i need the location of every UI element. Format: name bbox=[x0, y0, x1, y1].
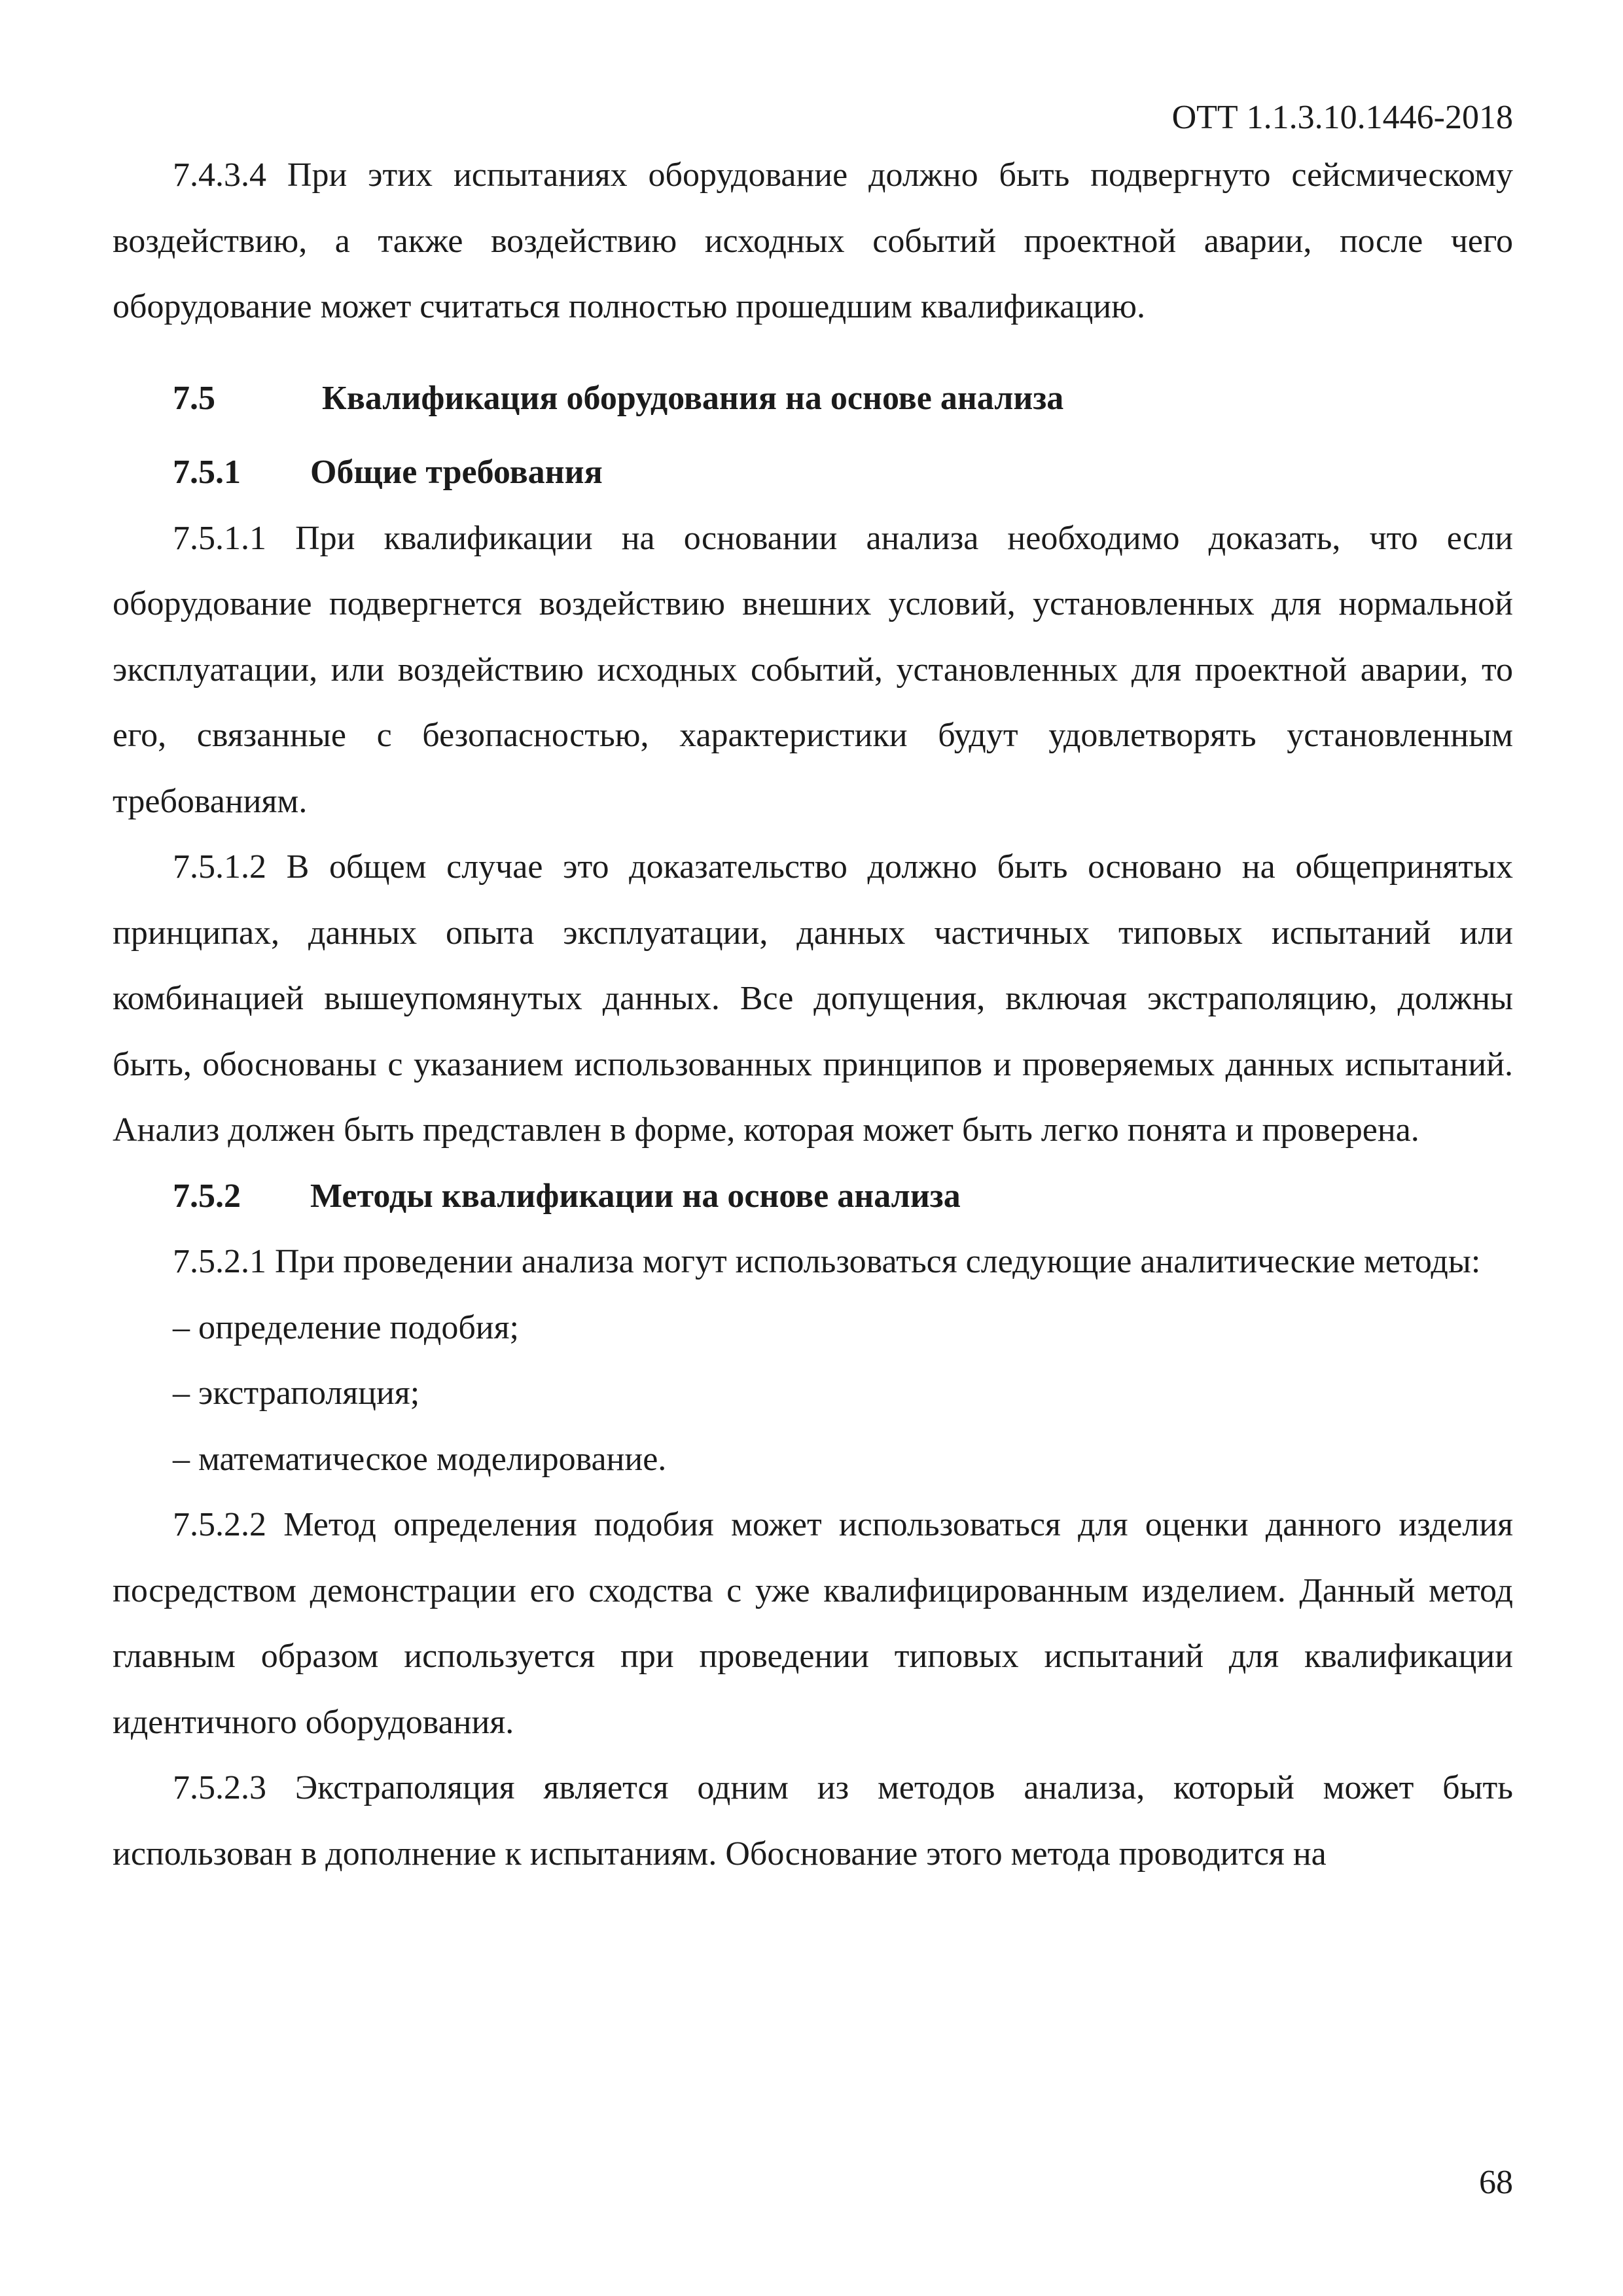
subsection-heading-7-5-1 bbox=[113, 440, 1513, 506]
subsection-title: Методы квалификации на основе анализа bbox=[310, 1177, 961, 1215]
list-item: – экстраполяция; bbox=[173, 1374, 420, 1412]
paragraph-7-5-2-3: 7.5.2.3 Экстраполяция является одним из методов анализа, который может быть использован в дополнение к испытаниям. Обоснование этого метода проводится на bbox=[113, 1769, 1513, 1873]
list-item: – определение подобия; bbox=[173, 1308, 519, 1346]
paragraph-7-5-1-1: 7.5.1.1 При квалификации на основании анализа необходимо доказать, что если оборудование подвергнется воздействию внешних условий, установленных для нормальной эксплуатации, или воздействию исходных событий, установленных для проектной аварии, то его, связанные с безопасностью, характеристики будут удовлетворять установленным требованиям. bbox=[113, 519, 1513, 820]
document-code: ОТТ 1.1.3.10.1446-2018 bbox=[1171, 99, 1513, 136]
page-number: 68 bbox=[1479, 2164, 1513, 2201]
paragraph-7-5-2-2: 7.5.2.2 Метод определения подобия может использоваться для оценки данного изделия посредством демонстрации его сходства с уже квалифицированным изделием. Данный метод главным образом используется при проведении типовых испытаний для квалификации идентичного оборудования. bbox=[113, 1506, 1513, 1741]
list-item: – математическое моделирование. bbox=[173, 1440, 667, 1478]
section-heading-7-5 bbox=[113, 366, 1513, 432]
subsection-title: Общие требования bbox=[310, 454, 603, 491]
paragraph-7-4-3-4: 7.4.3.4 При этих испытаниях оборудование должно быть подвергнуто сейсмическому воздействию, а также воздействию исходных событий проектной аварии, после чего оборудование может считаться полностью прошедшим квалификацию. bbox=[113, 156, 1513, 325]
paragraph-7-5-1-2: 7.5.1.2 В общем случае это доказательство должно быть основано на общепринятых принципах, данных опыта эксплуатации, данных частичных типовых испытаний или комбинацией вышеупомянутых данных. Все допущения, включая экстраполяцию, должны быть, обоснованы с указанием использованных принципов и проверяемых данных испытаний. Анализ должен быть представлен в форме, которая может быть легко понята и проверена. bbox=[113, 848, 1513, 1149]
section-number: 7.5 bbox=[173, 379, 215, 417]
section-title: Квалификация оборудования на основе анализа bbox=[322, 379, 1064, 417]
subsection-number: 7.5.1 bbox=[173, 454, 241, 491]
subsection-heading-7-5-2 bbox=[113, 1164, 1513, 1230]
subsection-number: 7.5.2 bbox=[173, 1177, 241, 1215]
page-body bbox=[113, 143, 1513, 1887]
paragraph-7-5-2-1: 7.5.2.1 При проведении анализа могут использоваться следующие аналитические методы: bbox=[173, 1243, 1481, 1280]
